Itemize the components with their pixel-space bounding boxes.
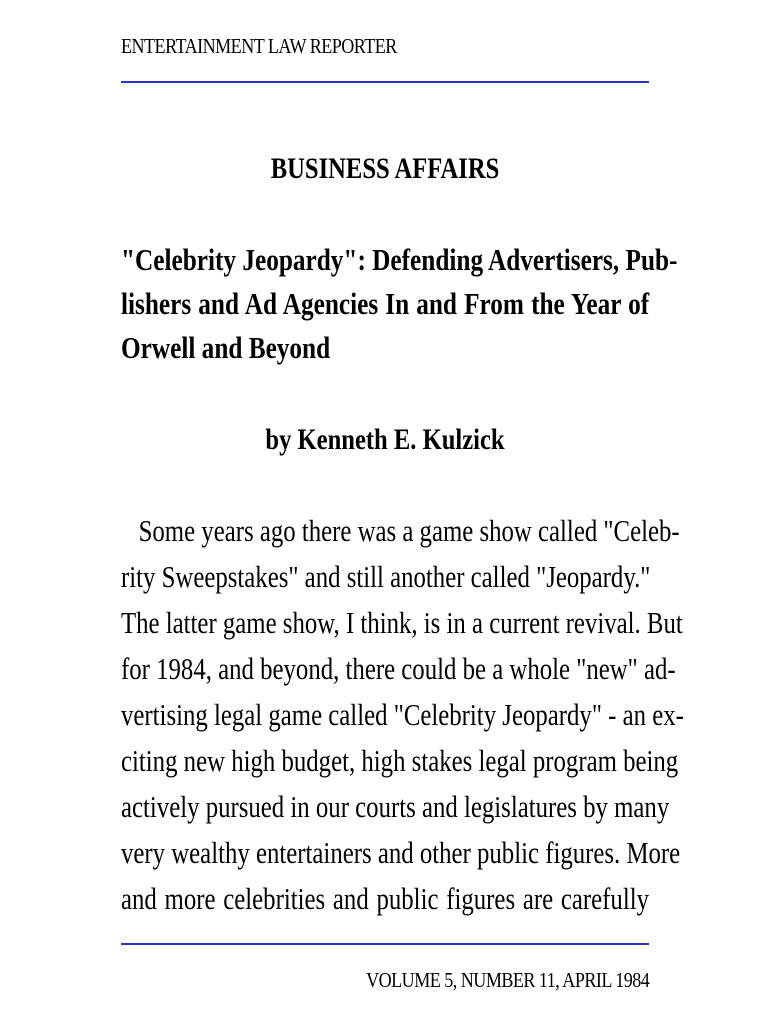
body-line: citing new high budget, high stakes legal program being <box>121 743 679 778</box>
title-line: Orwell and Beyond <box>121 330 331 365</box>
body-line: very wealthy entertainers and other public figures. More <box>121 835 681 870</box>
body-line: The latter game show, I think, is in a current revival. But <box>121 605 683 640</box>
byline: by Kenneth E. Kulzick <box>265 423 505 456</box>
footer-rule <box>121 943 649 945</box>
body-line: vertising legal game called "Celebrity Jeopardy" - an ex- <box>121 697 684 732</box>
running-head: ENTERTAINMENT LAW REPORTER <box>121 34 397 58</box>
body-line: for 1984, and beyond, there could be a whole "new" ad- <box>121 651 676 686</box>
body-line: Some years ago there was a game show called "Celeb- <box>138 513 680 548</box>
issue-footer: VOLUME 5, NUMBER 11, APRIL 1984 <box>365 968 649 992</box>
body-line: actively pursued in our courts and legislatures by many <box>121 789 670 824</box>
body-line: rity Sweepstakes" and still another called "Jeopardy." <box>121 559 651 594</box>
section-heading: BUSINESS AFFAIRS <box>270 152 500 185</box>
title-line: lishers and Ad Agencies In and From the Year of <box>121 286 650 321</box>
article-body <box>121 508 684 922</box>
title-line: "Celebrity Jeopardy": Defending Advertisers, Pub- <box>121 242 678 277</box>
article-title <box>121 238 678 370</box>
header-rule <box>121 81 649 83</box>
body-line: and more celebrities and public figures are carefully <box>121 881 649 916</box>
